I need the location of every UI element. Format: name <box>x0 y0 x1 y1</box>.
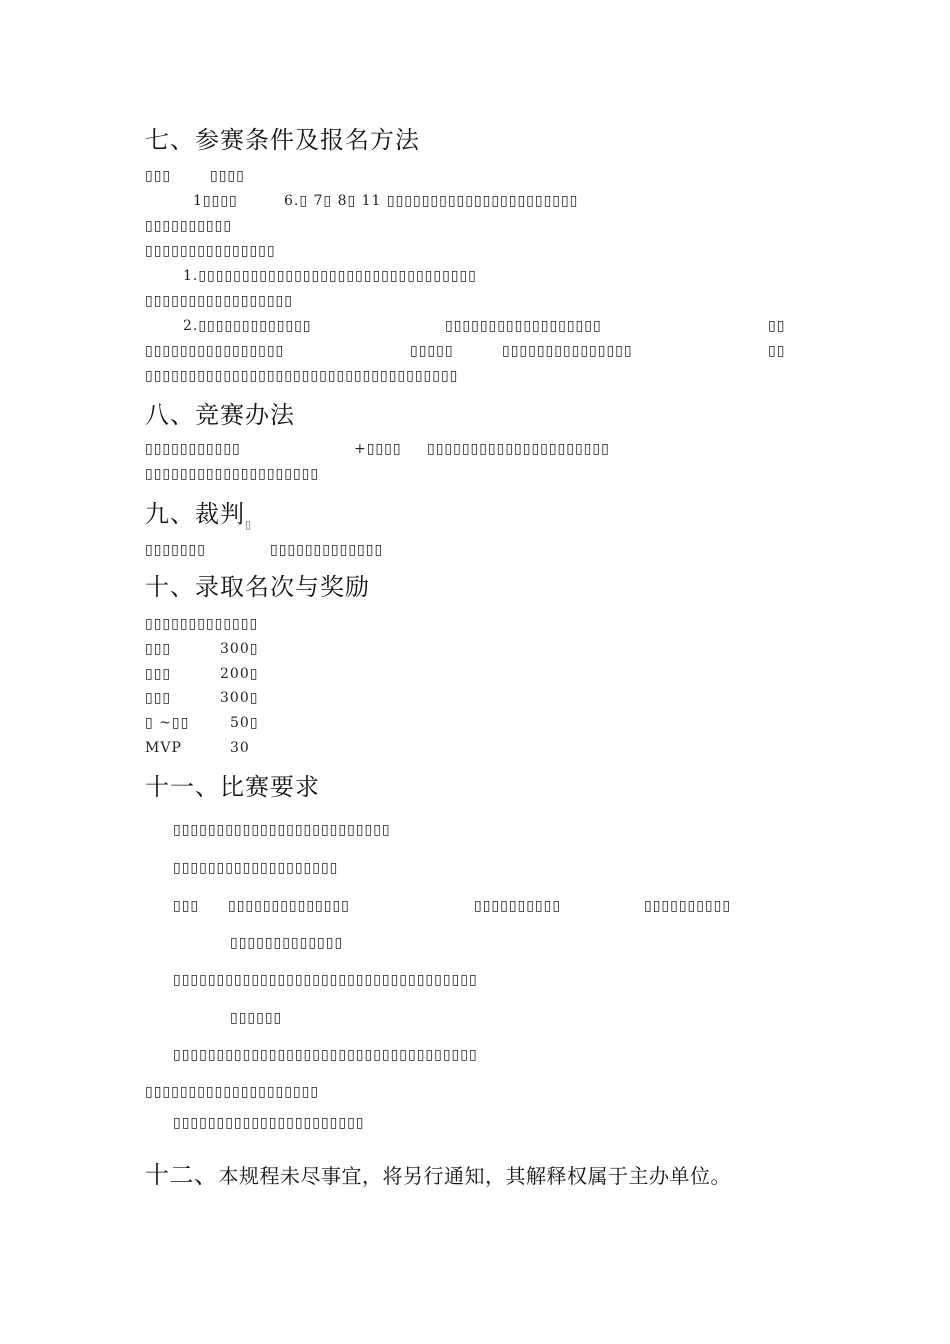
s11-line7: ▯▯▯▯▯▯▯▯▯▯▯▯▯▯▯▯▯▯▯▯▯▯▯▯▯▯▯▯▯▯▯▯▯▯▯ <box>173 1047 478 1063</box>
s7-line7-a: 2.▯▯▯▯▯▯▯▯▯▯▯▯▯ <box>183 318 312 334</box>
section-8-heading: 八、竞赛办法 <box>145 401 295 429</box>
s11-line9: ▯▯▯▯▯▯▯▯▯▯▯▯▯▯▯▯▯▯▯▯▯▯ <box>173 1115 365 1131</box>
s11-line8: ▯▯▯▯▯▯▯▯▯▯▯▯▯▯▯▯▯▯▯▯ <box>145 1084 320 1100</box>
s11-line3-b: ▯▯▯▯▯▯▯▯▯▯▯▯▯▯ <box>228 898 350 914</box>
s7-line8-c: ▯▯▯▯▯▯▯▯▯▯▯▯▯▯▯ <box>502 343 633 359</box>
s9-line1-a: ▯▯▯▯▯▯▯ <box>145 542 206 558</box>
section-12-text: 本规程未尽事宜，将另行通知，其解释权属于主办单位。 <box>218 1164 731 1188</box>
s11-line4: ▯▯▯▯▯▯▯▯▯▯▯▯▯ <box>230 935 344 951</box>
s7-line4: ▯▯▯▯▯▯▯▯▯▯▯▯▯▯▯ <box>145 243 276 259</box>
s7-line6: ▯▯▯▯▯▯▯▯▯▯▯▯▯▯▯▯▯ <box>145 293 293 309</box>
section-10-heading: 十、录取名次与奖励 <box>145 573 370 601</box>
s7-line7-b: ▯▯▯▯▯▯▯▯▯▯▯▯▯▯▯▯▯▯ <box>445 318 602 334</box>
award-label: ▯▯▯ <box>145 690 172 706</box>
s11-line3-d: ▯▯▯▯▯▯▯▯▯▯ <box>644 898 732 914</box>
award-amount: 300▯ <box>220 641 259 657</box>
s11-line6: ▯▯▯▯▯▯ <box>230 1010 283 1026</box>
award-amount: 200▯ <box>220 666 259 682</box>
s7-line8-b: ▯▯▯▯▯ <box>410 343 454 359</box>
section-11-heading: 十一、比赛要求 <box>145 773 320 801</box>
s7-line5: 1.▯▯▯▯▯▯▯▯▯▯▯▯▯▯▯▯▯▯▯▯▯▯▯▯▯▯▯▯▯▯▯▯ <box>183 268 477 284</box>
s8-line1-a: ▯▯▯▯▯▯▯▯▯▯▯ <box>145 441 241 457</box>
section-9-mark: ▯ <box>245 518 253 531</box>
section-9-heading <box>145 494 252 531</box>
award-label: ▯▯▯ <box>145 641 172 657</box>
s10-intro: ▯▯▯▯▯▯▯▯▯▯▯▯▯ <box>145 616 259 632</box>
award-amount: 50▯ <box>230 715 259 731</box>
s11-line3-a: ▯▯▯ <box>173 898 200 914</box>
s7-line1-b: ▯▯▯▯ <box>210 168 245 184</box>
award-label: MVP <box>145 740 182 756</box>
section-7-heading: 七、参赛条件及报名方法 <box>145 126 420 154</box>
s8-line1-c: ▯▯▯▯▯▯▯▯▯▯▯▯▯▯▯▯▯▯▯▯▯ <box>427 441 610 457</box>
section-12-number: 十二、 <box>145 1161 219 1189</box>
s7-line8-d: ▯▯ <box>768 343 786 359</box>
s9-line1-b: ▯▯▯▯▯▯▯▯▯▯▯▯▯ <box>270 542 384 558</box>
s7-line9: ▯▯▯▯▯▯▯▯▯▯▯▯▯▯▯▯▯▯▯▯▯▯▯▯▯▯▯▯▯▯▯▯▯▯▯▯ <box>145 368 459 384</box>
s7-line2-a: 1▯▯▯▯ <box>193 193 238 209</box>
s7-line7-c: ▯▯ <box>768 318 786 334</box>
award-label: ▯ ~▯▯ <box>145 715 190 731</box>
s11-line5: ▯▯▯▯▯▯▯▯▯▯▯▯▯▯▯▯▯▯▯▯▯▯▯▯▯▯▯▯▯▯▯▯▯▯▯ <box>173 972 478 988</box>
s11-line2: ▯▯▯▯▯▯▯▯▯▯▯▯▯▯▯▯▯▯▯ <box>173 860 339 876</box>
section-12-heading <box>145 1155 731 1190</box>
s11-line3-c: ▯▯▯▯▯▯▯▯▯▯ <box>474 898 562 914</box>
s7-line1-a: ▯▯▯ <box>145 168 172 184</box>
s7-line3: ▯▯▯▯▯▯▯▯▯▯ <box>145 218 233 234</box>
award-amount: 30 <box>230 740 250 756</box>
s11-line1: ▯▯▯▯▯▯▯▯▯▯▯▯▯▯▯▯▯▯▯▯▯▯▯▯▯ <box>173 822 391 838</box>
s7-line2-b: 6.▯ 7▯ 8▯ 11 ▯▯▯▯▯▯▯▯▯▯▯▯▯▯▯▯▯▯▯▯▯▯ <box>284 193 579 209</box>
s7-line8-a: ▯▯▯▯▯▯▯▯▯▯▯▯▯▯▯▯ <box>145 343 285 359</box>
award-label: ▯▯▯ <box>145 666 172 682</box>
s8-line1-b: +▯▯▯▯ <box>354 441 402 457</box>
award-amount: 300▯ <box>220 690 259 706</box>
section-9-title: 九、裁判 <box>145 500 245 528</box>
s8-line2: ▯▯▯▯▯▯▯▯▯▯▯▯▯▯▯▯▯▯▯▯ <box>145 466 320 482</box>
